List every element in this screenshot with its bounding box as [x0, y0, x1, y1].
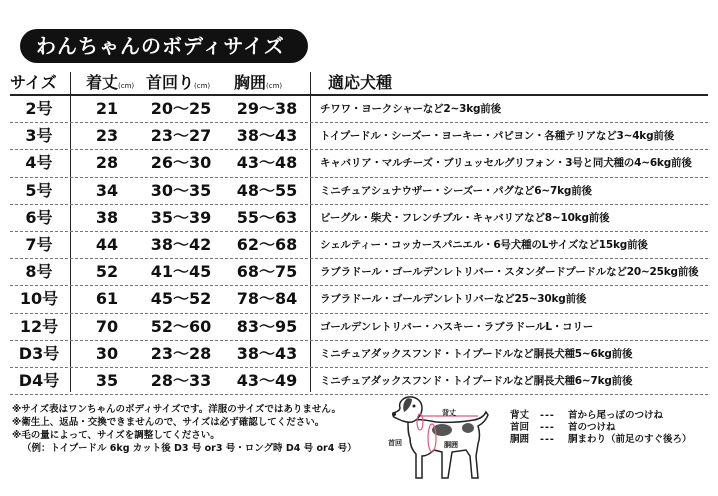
table-row — [10, 96, 708, 123]
cell-chest: 38～43 — [236, 126, 298, 146]
legend-desc: 胴まわり（前足のすぐ後ろ） — [568, 434, 692, 445]
cell-size: 8号 — [25, 262, 53, 282]
measurement-legend — [510, 410, 710, 446]
cell-size: 6号 — [25, 207, 53, 227]
notes — [12, 403, 382, 455]
dog-icon — [386, 392, 496, 492]
legend-dash: --- — [540, 410, 555, 421]
cell-back-length: 35 — [95, 370, 119, 390]
cell-breed: ミニチュアダックスフンド・トイプードルなど胴長犬種6~7kg前後 — [320, 374, 633, 387]
legend-item — [510, 410, 710, 422]
cell-neck: 30～35 — [150, 180, 212, 200]
cell-size: 3号 — [25, 126, 53, 146]
cell-breed: ミニチュアシュナウザー・シーズー・パグなど6~7kg前後 — [320, 184, 592, 197]
cell-neck: 28～33 — [150, 370, 212, 390]
note-line: ※毛の量によって、サイズを調整してください。 — [12, 430, 220, 441]
note-line: ※衛生上、返品・交換できませんので、サイズは必ず確認してください。 — [12, 417, 325, 428]
cell-neck: 52～60 — [150, 316, 212, 336]
cell-back-length: 61 — [95, 289, 119, 309]
cell-back-length: 23 — [95, 126, 119, 146]
cell-back-length: 34 — [95, 180, 119, 200]
cell-chest: 62～68 — [236, 234, 298, 254]
table-header — [10, 72, 708, 96]
cell-breed: ゴールデンレトリバー・ハスキー・ラブラドールL・コリー — [320, 320, 594, 333]
cell-chest: 48～55 — [236, 180, 298, 200]
legend-term: 胴囲 — [510, 434, 530, 445]
header-neck: 首回り(cm) — [146, 73, 211, 92]
note-line: （例：トイプードル 6kg カット後 D3 号 or3 号・ロング時 D4 号 or4 号） — [22, 443, 357, 454]
table-row — [10, 259, 708, 286]
cell-size: D4号 — [18, 370, 60, 390]
legend-item — [510, 422, 710, 434]
cell-neck: 26～30 — [150, 153, 212, 173]
dog-label-back: 背丈 — [442, 409, 456, 417]
table-row — [10, 232, 708, 259]
cell-breed: ラブラドール・ゴールデンレトリバーなど25~30kg前後 — [320, 293, 587, 306]
cell-back-length: 28 — [95, 153, 119, 173]
cell-breed: キャバリア・マルチーズ・ブリュッセルグリフォン・3号と同犬種の4~6kg前後 — [320, 157, 692, 170]
table-row — [10, 205, 708, 232]
cell-neck: 35～39 — [150, 207, 212, 227]
cell-size: 12号 — [19, 316, 59, 336]
legend-desc: 首のつけね — [568, 422, 616, 433]
cell-size: 2号 — [25, 99, 53, 118]
cell-size: 10号 — [19, 289, 59, 309]
cell-breed: トイプードル・シーズー・ヨーキー・パピヨン・各種テリアなど3~4kg前後 — [320, 130, 675, 143]
page-title: わんちゃんのボディサイズ — [20, 29, 308, 63]
cell-breed: ラブラドール・ゴールデンレトリバー・スタンダードプードルなど20~25kg前後 — [320, 266, 699, 279]
table-row — [10, 368, 708, 395]
table-row — [10, 123, 708, 150]
legend-dash: --- — [540, 434, 555, 445]
cell-back-length: 21 — [95, 99, 119, 118]
cell-chest: 38～43 — [236, 343, 298, 363]
cell-breed: シェルティー・コッカースパニエル・6号犬種のLサイズなど15kg前後 — [320, 238, 648, 251]
table-row — [10, 150, 708, 177]
cell-neck: 38～42 — [150, 234, 212, 254]
cell-chest: 78～84 — [236, 289, 298, 309]
cell-breed: ビーグル・柴犬・フレンチブル・キャバリアなど8~10kg前後 — [320, 211, 610, 224]
table-row — [10, 178, 708, 205]
cell-back-length: 30 — [95, 343, 119, 363]
table-row — [10, 314, 708, 341]
legend-item — [510, 434, 710, 446]
cell-back-length: 44 — [95, 234, 119, 254]
cell-neck: 20～25 — [150, 99, 212, 118]
table-row — [10, 341, 708, 368]
dog-label-neck: 首回 — [388, 439, 402, 447]
cell-chest: 43～48 — [236, 153, 298, 173]
header-chest: 胸囲(cm) — [234, 73, 283, 92]
cell-chest: 55～63 — [236, 207, 298, 227]
legend-term: 背丈 — [510, 410, 530, 421]
cell-size: 7号 — [25, 234, 53, 254]
header-size: サイズ — [10, 73, 57, 92]
cell-size: 4号 — [25, 153, 53, 173]
cell-size: D3号 — [18, 343, 60, 363]
cell-back-length: 70 — [95, 316, 119, 336]
table-body — [10, 96, 708, 395]
table-row — [10, 286, 708, 313]
size-table — [10, 72, 708, 395]
header-back-length: 着丈(cm) — [86, 73, 135, 92]
dog-illustration — [386, 392, 496, 492]
cell-chest: 29～38 — [236, 99, 298, 118]
legend-term: 首回 — [510, 422, 530, 433]
cell-neck: 23～27 — [150, 126, 212, 146]
cell-chest: 43～49 — [236, 370, 298, 390]
cell-breed: チワワ・ヨークシャーなど2~3kg前後 — [320, 103, 501, 115]
cell-neck: 45～52 — [150, 289, 212, 309]
cell-breed: ミニチュアダックスフンド・トイプードルなど胴長犬種5~6kg前後 — [320, 347, 633, 360]
cell-chest: 83～95 — [236, 316, 298, 336]
note-line: ※サイズ表はワンちゃんのボディサイズです。洋服のサイズではありません。 — [12, 404, 342, 415]
cell-back-length: 38 — [95, 207, 119, 227]
header-breed: 適応犬種 — [328, 73, 393, 92]
cell-size: 5号 — [25, 180, 53, 200]
cell-neck: 41～45 — [150, 262, 212, 282]
cell-neck: 23～28 — [150, 343, 212, 363]
legend-dash: --- — [540, 422, 555, 433]
cell-chest: 68～75 — [236, 262, 298, 282]
dog-label-chest: 胴囲 — [444, 441, 458, 449]
legend-desc: 首から尾っぽのつけね — [568, 410, 664, 421]
cell-back-length: 52 — [95, 262, 119, 282]
